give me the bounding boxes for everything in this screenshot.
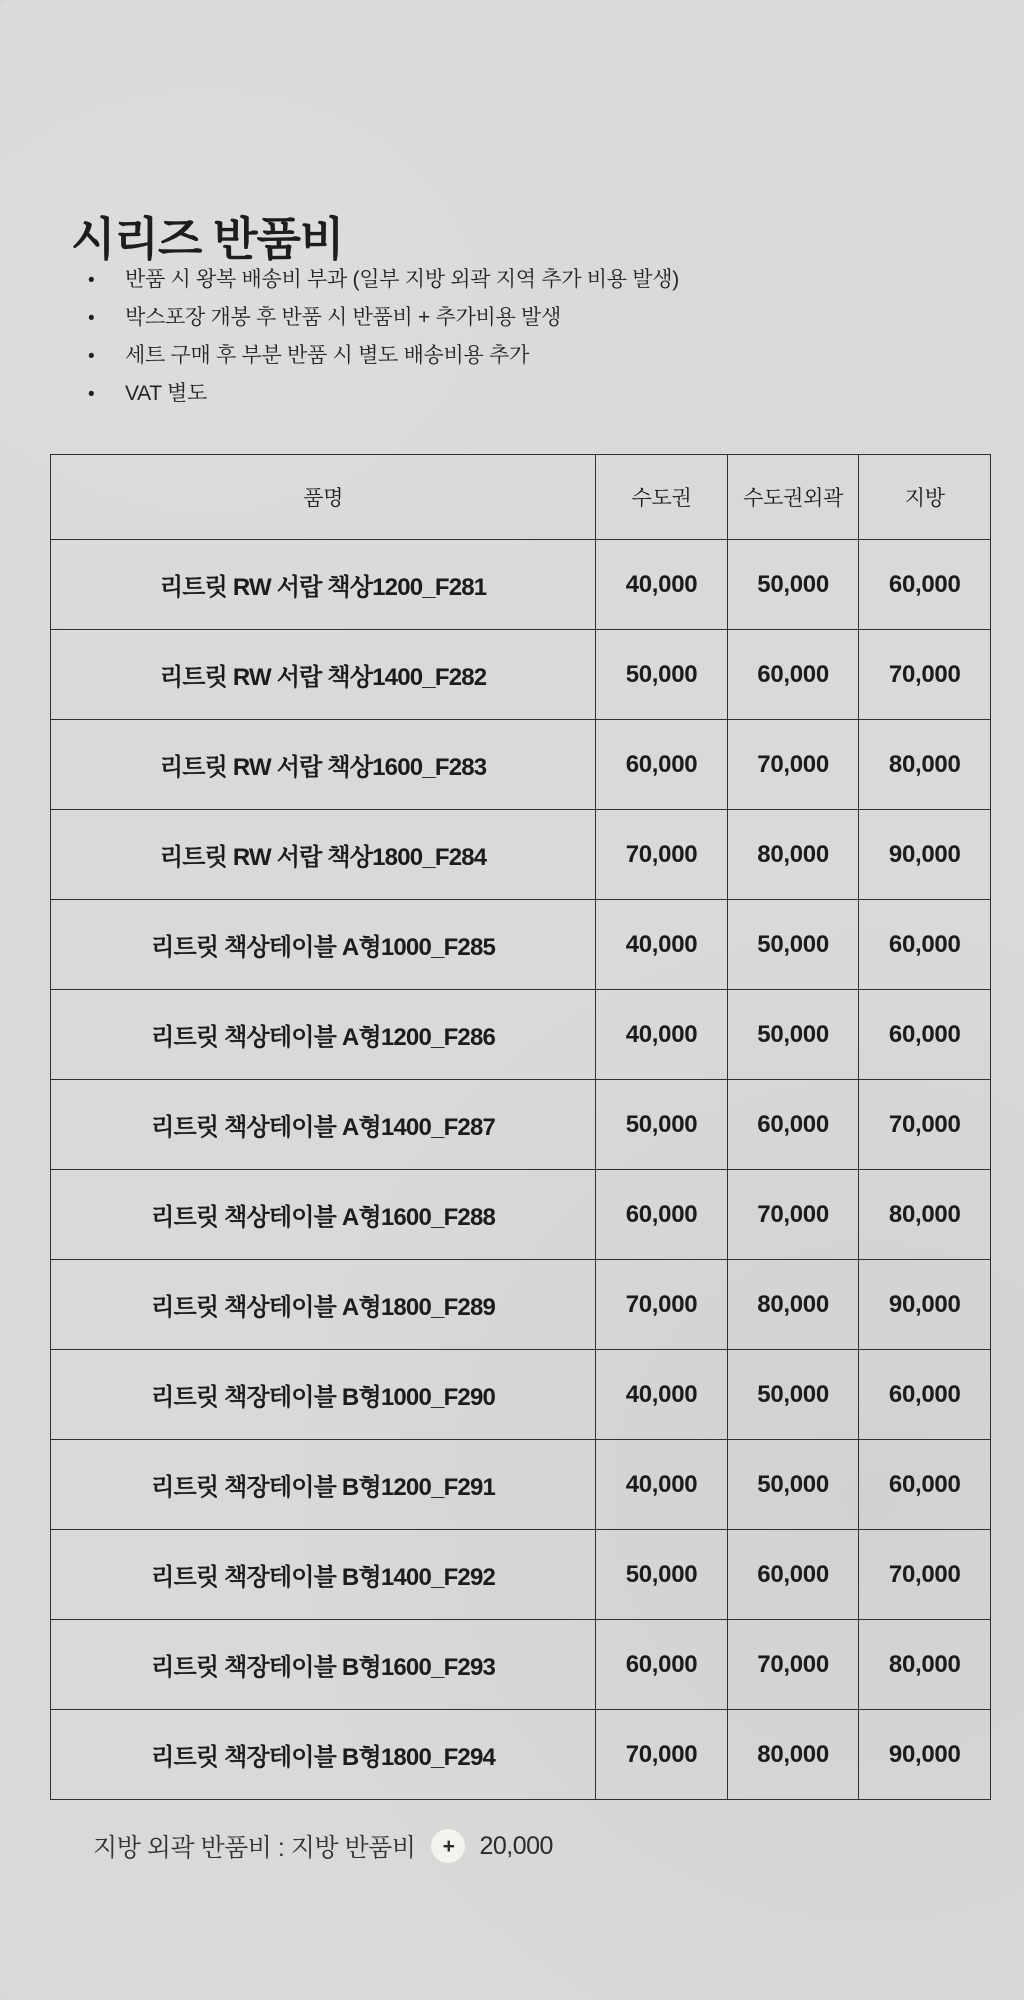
metro-outer-price-cell: 80,000 (727, 1710, 859, 1800)
column-header-metro: 수도권 (596, 455, 728, 540)
note-item (88, 344, 679, 368)
product-name-cell: 리트릿 RW 서랍 책상1200_F281 (51, 540, 596, 630)
metro-price-cell: 50,000 (596, 630, 728, 720)
product-name-cell: 리트릿 책장테이블 B형1600_F293 (51, 1620, 596, 1710)
product-name-cell: 리트릿 책상테이블 A형1000_F285 (51, 900, 596, 990)
metro-outer-price-cell: 80,000 (727, 1260, 859, 1350)
product-name-cell: 리트릿 책장테이블 B형1400_F292 (51, 1530, 596, 1620)
column-header-product-name: 품명 (51, 455, 596, 540)
metro-price-cell: 70,000 (596, 1710, 728, 1800)
metro-price-cell: 40,000 (596, 1440, 728, 1530)
metro-outer-price-cell: 50,000 (727, 1350, 859, 1440)
table-row (51, 1440, 991, 1530)
metro-price-cell: 40,000 (596, 1350, 728, 1440)
product-name-cell: 리트릿 책장테이블 B형1000_F290 (51, 1350, 596, 1440)
note-text: 반품 시 왕복 배송비 부과 (일부 지방 외곽 지역 추가 비용 발생) (125, 268, 679, 291)
province-price-cell: 90,000 (859, 810, 991, 900)
metro-outer-price-cell: 50,000 (727, 1440, 859, 1530)
note-text: 세트 구매 후 부분 반품 시 별도 배송비용 추가 (125, 344, 530, 367)
metro-outer-price-cell: 50,000 (727, 990, 859, 1080)
outskirts-footnote (93, 1828, 553, 1864)
metro-outer-price-cell: 60,000 (727, 1530, 859, 1620)
bullet-icon: • (88, 270, 95, 291)
province-price-cell: 60,000 (859, 990, 991, 1080)
table-row (51, 630, 991, 720)
column-header-metro-outer: 수도권외곽 (727, 455, 859, 540)
province-price-cell: 70,000 (859, 1080, 991, 1170)
province-price-cell: 60,000 (859, 1350, 991, 1440)
metro-price-cell: 50,000 (596, 1080, 728, 1170)
province-price-cell: 80,000 (859, 1620, 991, 1710)
product-name-cell: 리트릿 책상테이블 A형1400_F287 (51, 1080, 596, 1170)
note-item (88, 268, 679, 292)
table-row (51, 1710, 991, 1800)
table-row (51, 1620, 991, 1710)
metro-outer-price-cell: 50,000 (727, 900, 859, 990)
province-price-cell: 70,000 (859, 630, 991, 720)
province-price-cell: 80,000 (859, 1170, 991, 1260)
column-header-province: 지방 (859, 455, 991, 540)
province-price-cell: 60,000 (859, 540, 991, 630)
metro-price-cell: 60,000 (596, 1170, 728, 1260)
table-header-row (51, 455, 991, 540)
metro-price-cell: 50,000 (596, 1530, 728, 1620)
table-row (51, 540, 991, 630)
return-fee-table (50, 454, 991, 1800)
note-text: 박스포장 개봉 후 반품 시 반품비 + 추가비용 발생 (125, 306, 561, 329)
product-name-cell: 리트릿 책장테이블 B형1200_F291 (51, 1440, 596, 1530)
bullet-icon: • (88, 346, 95, 367)
table-row (51, 990, 991, 1080)
province-price-cell: 80,000 (859, 720, 991, 810)
metro-price-cell: 60,000 (596, 720, 728, 810)
product-name-cell: 리트릿 RW 서랍 책상1600_F283 (51, 720, 596, 810)
table-row (51, 1170, 991, 1260)
province-price-cell: 90,000 (859, 1260, 991, 1350)
metro-outer-price-cell: 80,000 (727, 810, 859, 900)
metro-outer-price-cell: 70,000 (727, 720, 859, 810)
footnote-label: 지방 외곽 반품비 : 지방 반품비 (93, 1834, 416, 1862)
metro-outer-price-cell: 70,000 (727, 1170, 859, 1260)
province-price-cell: 60,000 (859, 900, 991, 990)
footnote-amount: 20,000 (479, 1831, 553, 1860)
metro-price-cell: 40,000 (596, 900, 728, 990)
product-name-cell: 리트릿 RW 서랍 책상1800_F284 (51, 810, 596, 900)
table-row (51, 1350, 991, 1440)
plus-icon: + (431, 1829, 465, 1863)
note-item (88, 382, 679, 406)
province-price-cell: 60,000 (859, 1440, 991, 1530)
note-item (88, 306, 679, 330)
metro-outer-price-cell: 60,000 (727, 630, 859, 720)
metro-price-cell: 70,000 (596, 1260, 728, 1350)
metro-outer-price-cell: 70,000 (727, 1620, 859, 1710)
note-text: VAT 별도 (125, 382, 207, 405)
bullet-icon: • (88, 308, 95, 329)
metro-price-cell: 40,000 (596, 990, 728, 1080)
product-name-cell: 리트릿 책장테이블 B형1800_F294 (51, 1710, 596, 1800)
product-name-cell: 리트릿 RW 서랍 책상1400_F282 (51, 630, 596, 720)
table-row (51, 900, 991, 990)
product-name-cell: 리트릿 책상테이블 A형1600_F288 (51, 1170, 596, 1260)
product-name-cell: 리트릿 책상테이블 A형1800_F289 (51, 1260, 596, 1350)
metro-price-cell: 70,000 (596, 810, 728, 900)
table-row (51, 1530, 991, 1620)
metro-price-cell: 60,000 (596, 1620, 728, 1710)
bullet-icon: • (88, 384, 95, 405)
notes-list (88, 268, 679, 420)
metro-outer-price-cell: 50,000 (727, 540, 859, 630)
metro-price-cell: 40,000 (596, 540, 728, 630)
page-title: 시리즈 반품비 (71, 212, 344, 265)
table-row (51, 810, 991, 900)
product-name-cell: 리트릿 책상테이블 A형1200_F286 (51, 990, 596, 1080)
table-row (51, 1080, 991, 1170)
table-row (51, 720, 991, 810)
metro-outer-price-cell: 60,000 (727, 1080, 859, 1170)
table-row (51, 1260, 991, 1350)
province-price-cell: 90,000 (859, 1710, 991, 1800)
province-price-cell: 70,000 (859, 1530, 991, 1620)
